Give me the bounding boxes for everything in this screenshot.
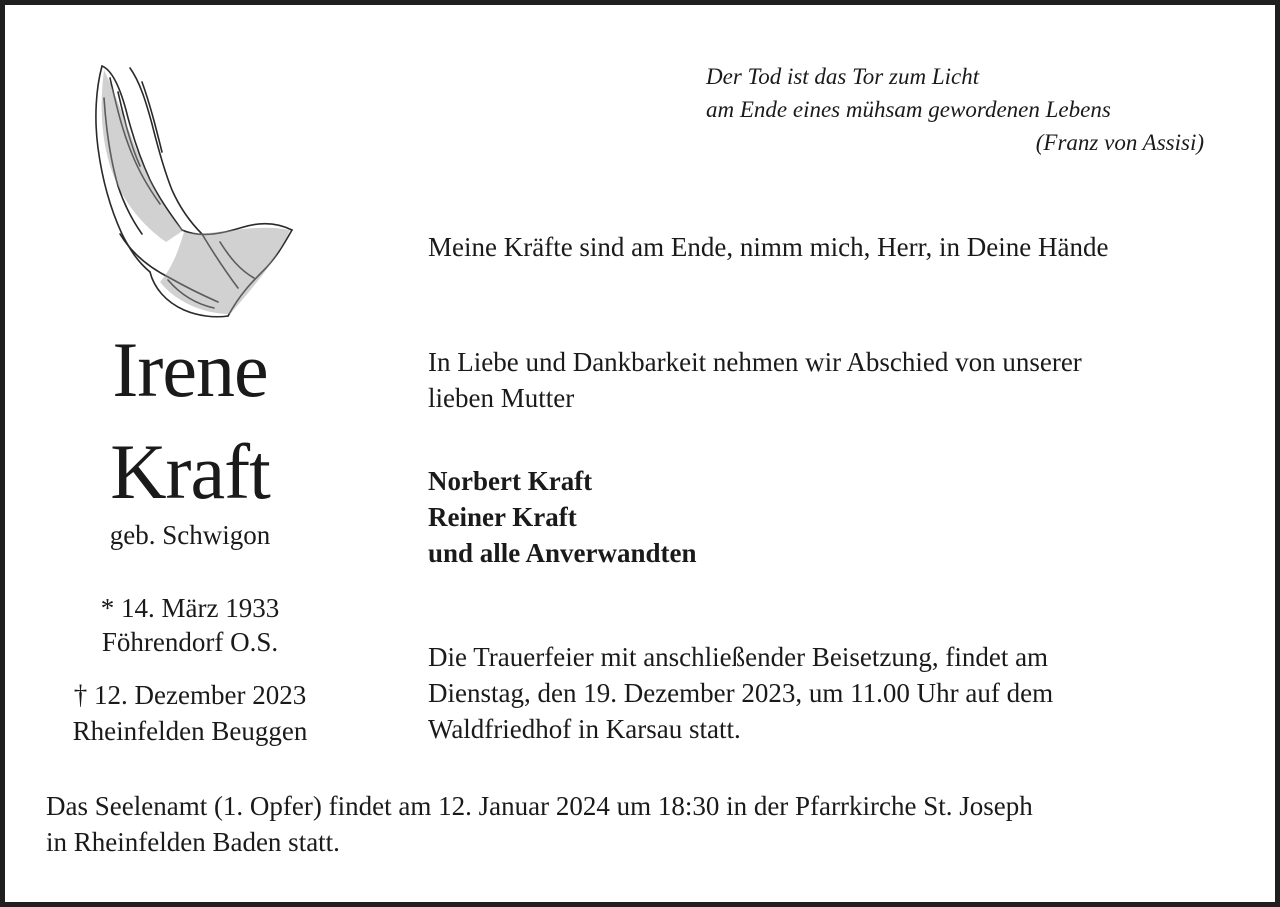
death-date: † 12. Dezember 2023 <box>73 680 307 710</box>
verse-text <box>428 229 1248 265</box>
funeral-line: Die Trauerfeier mit anschließender Beisetzung, findet am <box>428 642 1049 672</box>
funeral-info <box>428 639 1248 747</box>
mourner-name: Reiner Kraft <box>428 502 577 532</box>
farewell-line: lieben Mutter <box>428 383 575 413</box>
deceased-last-name: Kraft <box>110 428 270 515</box>
quote-author: (Franz von Assisi) <box>1035 130 1204 155</box>
verse-line: Meine Kräfte sind am Ende, nimm mich, Herr, in Deine Hände <box>428 232 1109 262</box>
requiem-line: in Rheinfelden Baden statt. <box>46 827 340 857</box>
requiem-info <box>46 788 1246 860</box>
praying-hands-icon <box>80 58 300 326</box>
maiden-name: geb. Schwigon <box>109 520 271 550</box>
birth-place: Föhrendorf O.S. <box>101 627 279 657</box>
mourners-list <box>428 463 1248 571</box>
deceased-first-name: Irene <box>112 326 268 413</box>
death-place: Rheinfelden Beuggen <box>72 716 308 746</box>
funeral-line: Waldfriedhof in Karsau statt. <box>428 714 741 744</box>
quote-line: Der Tod ist das Tor zum Licht <box>706 64 980 89</box>
quote-block <box>706 60 1226 159</box>
mourner-name: und alle Anverwandten <box>428 538 697 568</box>
funeral-line: Dienstag, den 19. Dezember 2023, um 11.00 Uhr auf dem <box>428 678 1054 708</box>
birth-date: * 14. März 1933 <box>100 593 280 623</box>
farewell-text <box>428 344 1248 416</box>
mourner-name: Norbert Kraft <box>428 466 593 496</box>
requiem-line: Das Seelenamt (1. Opfer) findet am 12. Januar 2024 um 18:30 in der Pfarrkirche St. Joseph <box>46 791 1033 821</box>
quote-line: am Ende eines mühsam gewordenen Lebens <box>706 97 1111 122</box>
farewell-line: In Liebe und Dankbarkeit nehmen wir Abschied von unserer <box>428 347 1082 377</box>
